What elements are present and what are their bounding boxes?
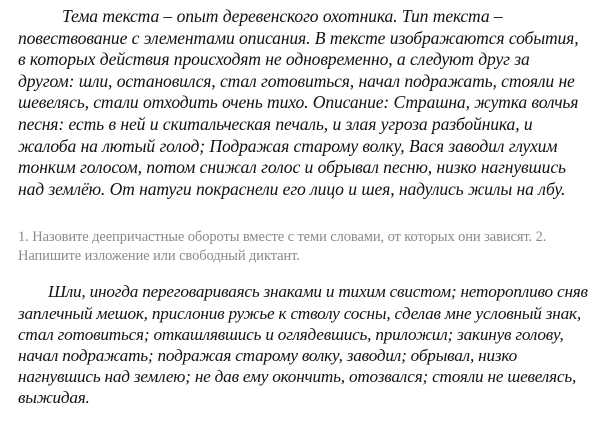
participial-phrases-paragraph: Шли, иногда переговариваясь знаками и тихим свистом; неторопливо сняв заплечный мешок, прислонив ружье к стволу сосны, сделав мне условный знак, стал готовиться; откашлявшись и оглядевшись, приложил; закинув голову, начал подражать; подражая старому волку, заводил; обрывал, низко нагнувшись над землею; не дав ему окончить, отозвался; стояли не шевелясь, выжидая.	[18, 282, 588, 408]
task-instructions: 1. Назовите деепричастные обороты вместе с теми словами, от которых они зависят. 2. Напишите изложение или свободный диктант.	[18, 229, 547, 265]
text-analysis-paragraph: Тема текста – опыт деревенского охотника. Тип текста – повествование с элементами описания. В тексте изображаются события, в которых действия происходят не одновременно, а следуют друг за другом: шли, остановился, стал готовиться, начал подражать, стояли не шевелясь, стали отходить очень тихо. Описание: Страшна, жутка волчья песня: есть в ней и скитальческая печаль, и злая угроза разбойника, и жалоба на лютый голод; Подражая старому волку, Вася заводил глухим тонким голосом, потом снижал голос и обрывал песню, низко нагнувшись над землёю. От натуги покраснели его лицо и шея, надулись жилы на лбу.	[18, 6, 579, 199]
